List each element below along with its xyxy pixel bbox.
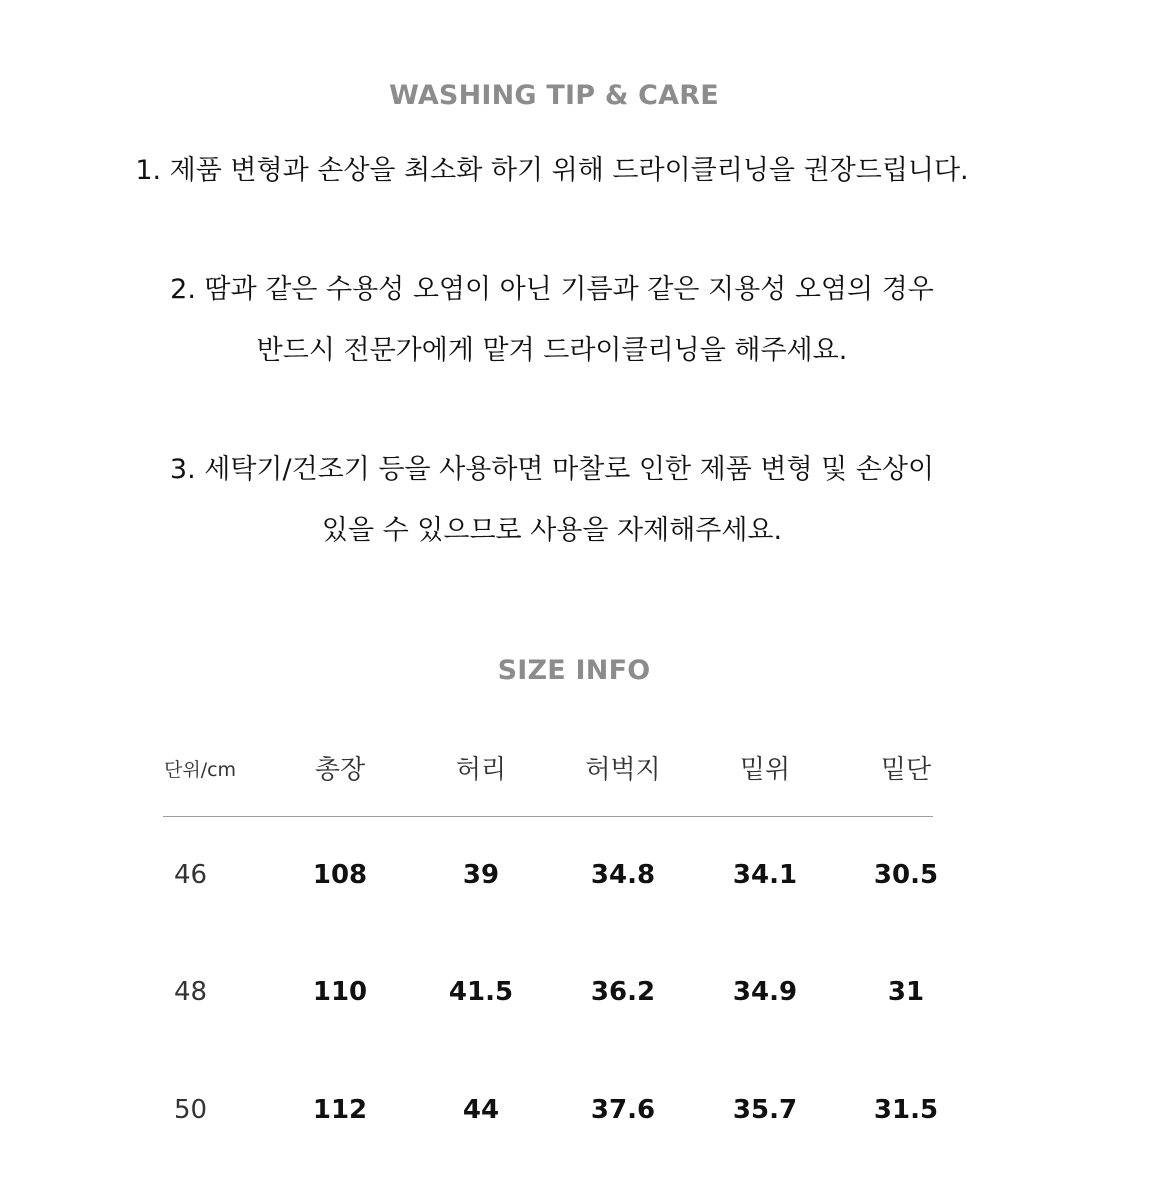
washing-care-heading: WASHING TIP & CARE bbox=[389, 80, 719, 111]
table-cell: 31 bbox=[887, 977, 925, 1007]
column-header-hem: 밑단 bbox=[880, 755, 932, 785]
table-cell: 44 bbox=[462, 1095, 500, 1125]
size-table-header-row bbox=[160, 740, 936, 800]
size-label: 50 bbox=[174, 1095, 208, 1125]
table-row bbox=[160, 962, 936, 1022]
table-header-divider bbox=[163, 816, 933, 817]
table-cell: 34.9 bbox=[732, 977, 798, 1007]
size-info-heading: SIZE INFO bbox=[497, 655, 651, 686]
washing-tip-3-line-2: 있을 수 있으므로 사용을 자제해주세요. bbox=[321, 515, 783, 546]
table-cell: 30.5 bbox=[873, 860, 939, 890]
table-cell: 34.8 bbox=[590, 860, 656, 890]
table-cell: 39 bbox=[462, 860, 500, 890]
size-label: 46 bbox=[174, 860, 208, 890]
table-cell: 110 bbox=[312, 977, 368, 1007]
unit-label: 단위/cm bbox=[164, 759, 237, 781]
size-label: 48 bbox=[174, 977, 208, 1007]
table-cell: 41.5 bbox=[448, 977, 514, 1007]
washing-tip-3-line-1: 3. 세탁기/건조기 등을 사용하면 마찰로 인한 제품 변형 및 손상이 bbox=[169, 454, 935, 485]
column-header-total-length: 총장 bbox=[314, 755, 366, 785]
table-cell: 37.6 bbox=[590, 1095, 656, 1125]
table-cell: 31.5 bbox=[873, 1095, 939, 1125]
table-cell: 36.2 bbox=[590, 977, 656, 1007]
table-cell: 35.7 bbox=[732, 1095, 798, 1125]
washing-tip-2-line-2: 반드시 전문가에게 맡겨 드라이클리닝을 해주세요. bbox=[256, 335, 848, 366]
table-cell: 112 bbox=[312, 1095, 368, 1125]
washing-tip-1-line-1: 1. 제품 변형과 손상을 최소화 하기 위해 드라이클리닝을 권장드립니다. bbox=[135, 155, 969, 186]
column-header-rise: 밑위 bbox=[739, 755, 791, 785]
column-header-waist: 허리 bbox=[455, 755, 507, 785]
table-row bbox=[160, 845, 939, 905]
table-cell: 108 bbox=[312, 860, 368, 890]
column-header-thigh: 허벅지 bbox=[585, 755, 661, 785]
table-row bbox=[160, 1080, 939, 1140]
table-cell: 34.1 bbox=[732, 860, 798, 890]
washing-tip-2-line-1: 2. 땀과 같은 수용성 오염이 아닌 기름과 같은 지용성 오염의 경우 bbox=[170, 274, 934, 305]
